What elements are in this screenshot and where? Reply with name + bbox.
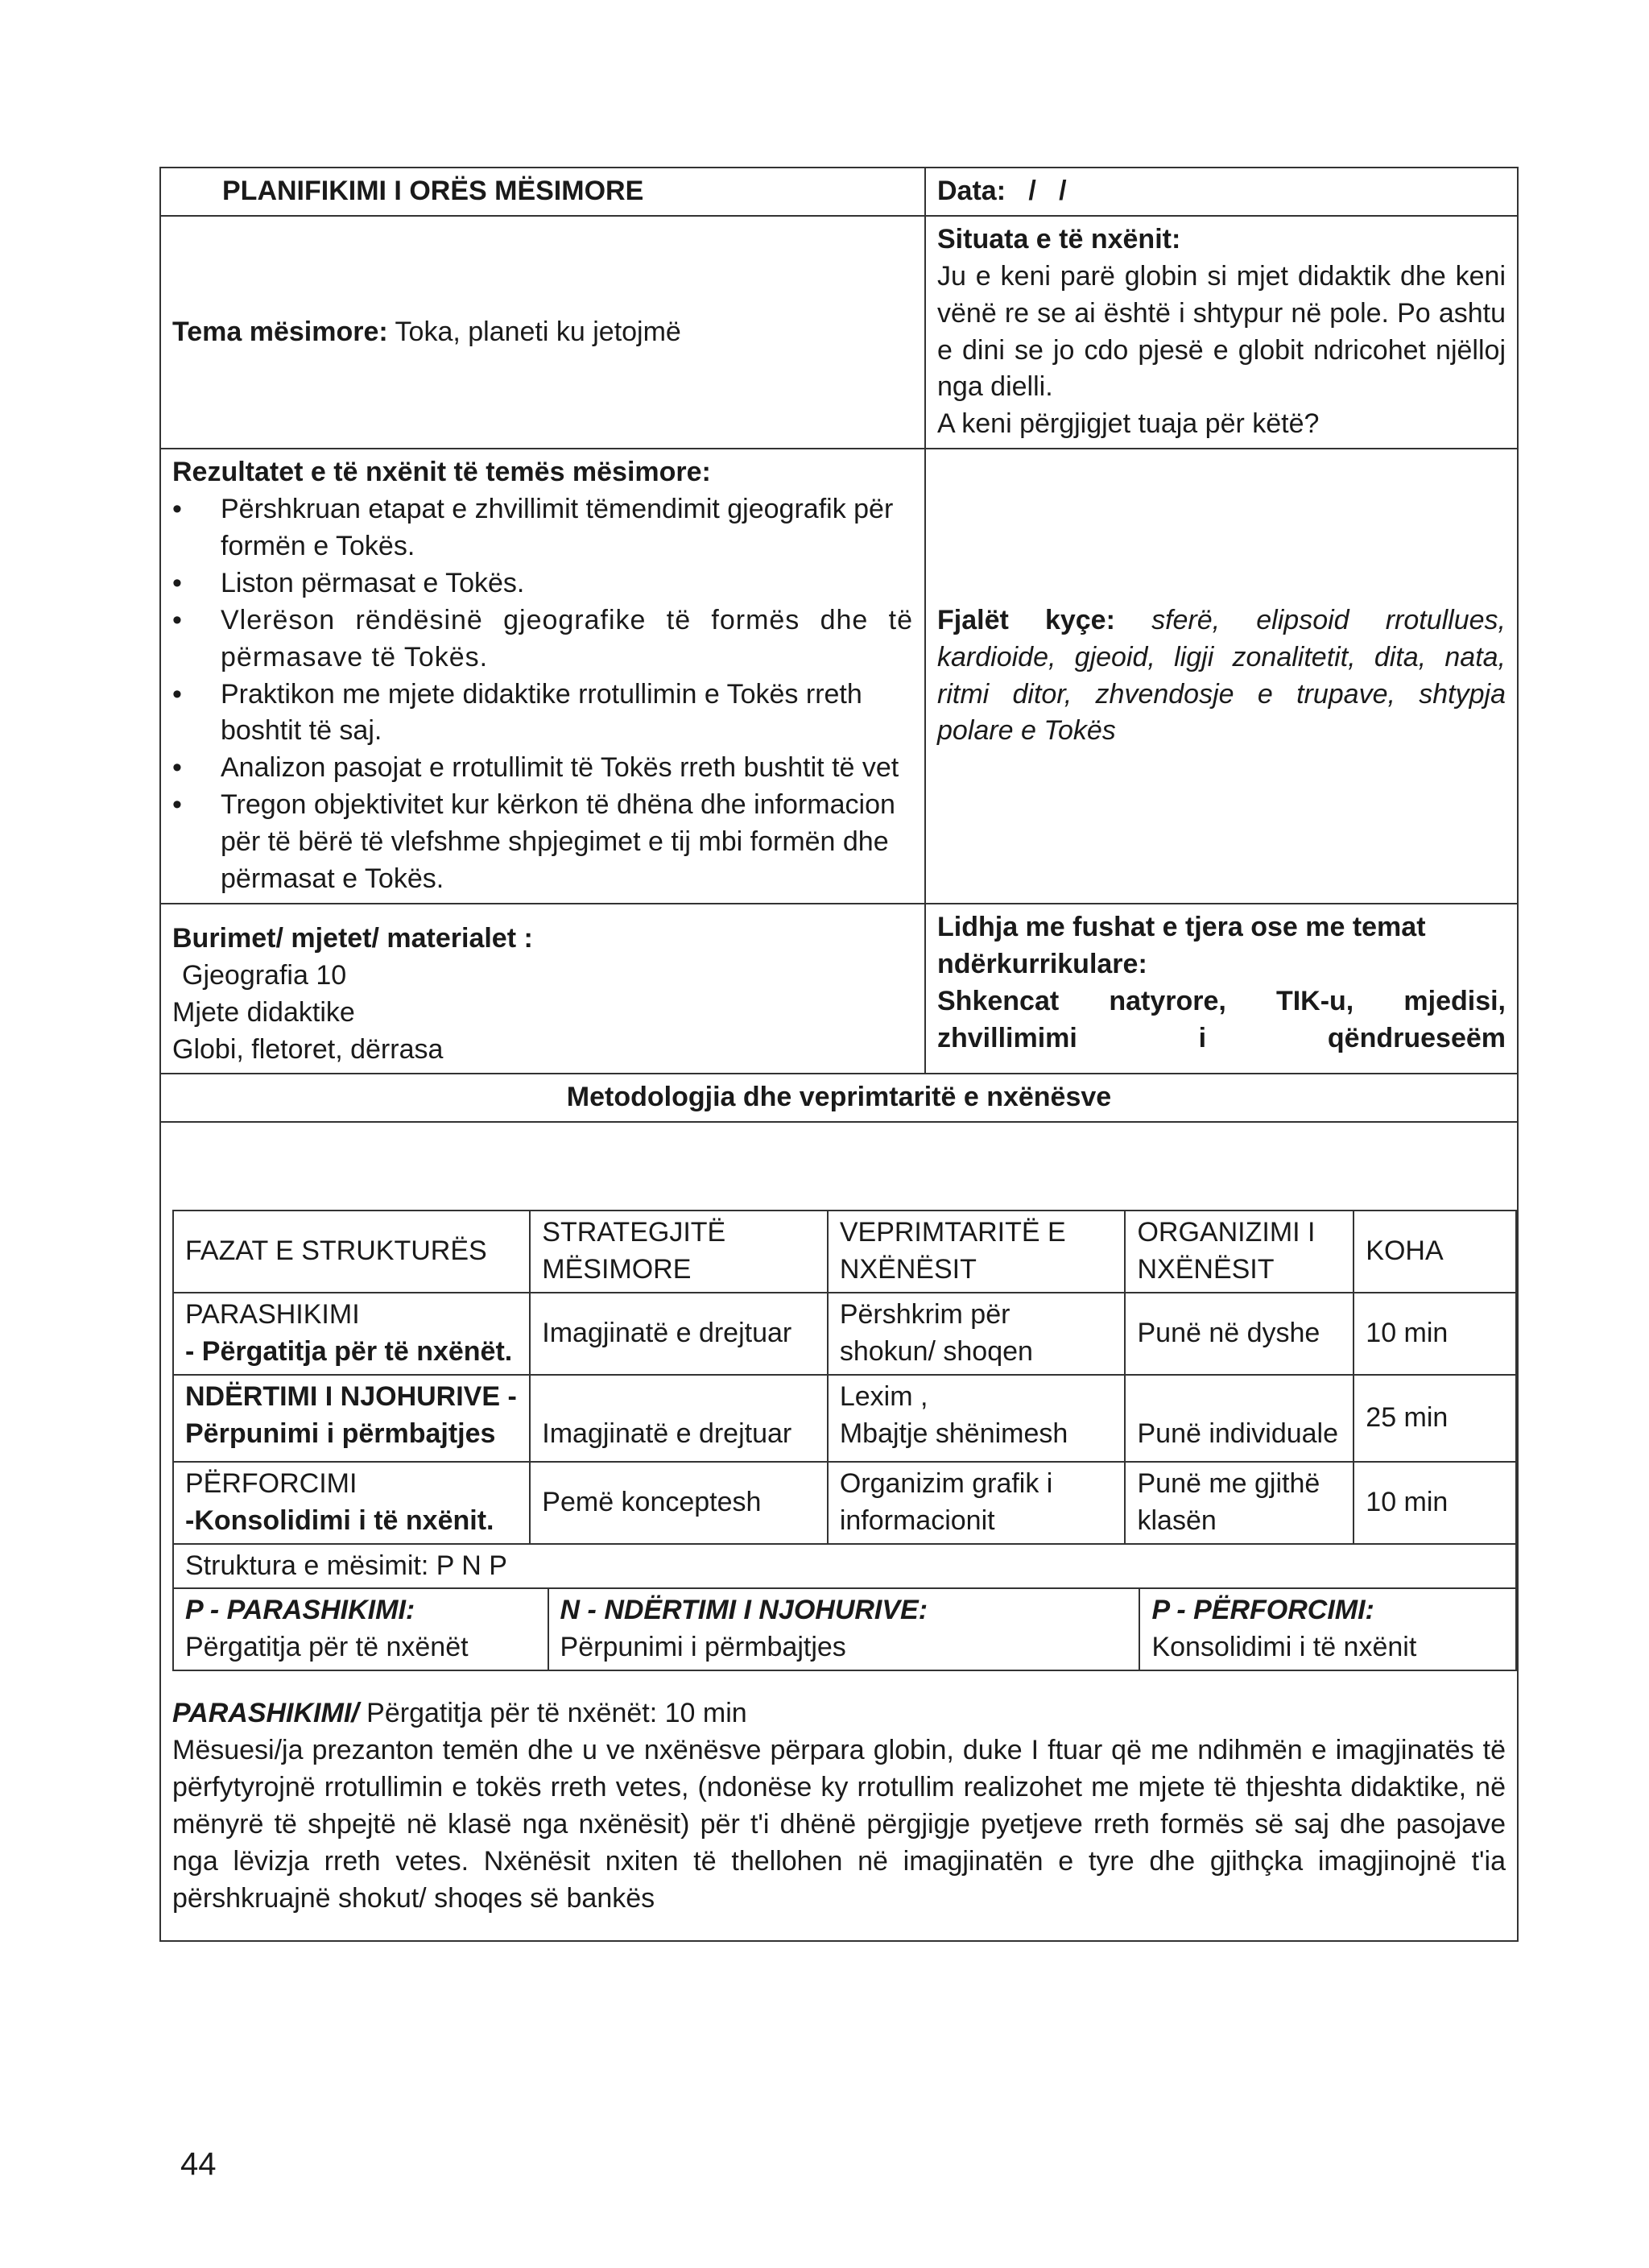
narrative-heading-label: PARASHIKIMI/ [172,1698,359,1729]
date-label: Data: / / [925,168,1518,216]
structure-title: P - PARASHIKIMI: [185,1595,415,1626]
activity-cell: Lexim , Mbajtje shënimesh [828,1375,1126,1462]
topic-value: Toka, planeti ku jetojmë [387,316,681,347]
phases-header-cell: STRATEGJITË MËSIMORE [530,1211,828,1293]
phases-table [172,1210,1517,1544]
resources-label: Burimet/ mjetet/ materialet : [172,922,533,954]
list-item: • Përshkruan etapat e zhvillimit tëmendimit gjeografik për formën e Tokës. [221,491,913,565]
structure-text: Konsolidimi i të nxënit [1151,1632,1417,1663]
situation-question: A keni përgjigjet tuaja për këtë? [937,408,1320,440]
outcomes-cell [160,449,925,904]
keywords-label: Fjalët kyçe: [937,604,1115,635]
phase-detail: NDËRTIMI I NJOHURIVE -Përpunimi i përmbajtjes [185,1380,517,1449]
list-item: • Vlerëson rëndësinë gjeografike të formës dhe të përmasave të Tokës. [221,602,913,677]
narrative-text: Mësuesi/ja prezanton temën dhe u ve nxënësve përpara globin, duke I ftuar që me ndihmën e imagjinatës të përfytyrojnë rrotullimin e tokës rreth vetes, (ndonëse ky rrotullim realizohet me mjete të thjeshta didaktike, në mënyrë të shpejtë në klasë nga nxënësit) për t'i dhënë përgjigje pyetjeve rreth formës së saj dhe pasojave nga lëvizja rreth vetes. Nxënësit nxiten të thellohen në imagjinatën e tyre dhe gjithçka imagjinojnë t'ia përshkruajnë shokut/ shoqes së bankës [172,1735,1506,1914]
lesson-plan-table [159,167,1519,1942]
list-item: • Praktikon me mjete didaktike rrotullimin e Tokës rreth boshtit të saj. [221,677,913,751]
situation-text: Ju e keni parë globin si mjet didaktik dhe keni vënë re se ai është i shtypur në pole. Po ashtu e dini se jo cdo pjesë e globit ndricohet njëlloj nga dielli. [937,260,1506,403]
outcomes-label: Rezultatet e të nxënit të temës mësimore: [172,457,711,488]
time-cell: 25 min [1354,1375,1516,1462]
situation-label: Situata e të nxënit: [937,223,1181,255]
phases-header-cell: ORGANIZIMI I NXËNËSIT [1125,1211,1354,1293]
phases-header-row [173,1211,1516,1293]
table-row [173,1462,1516,1544]
methodology-title: Metodologjia dhe veprimtaritë e nxënësve [160,1074,1518,1122]
phase-cell [173,1375,530,1462]
structure-cell [1139,1588,1516,1670]
phases-header-cell: FAZAT E STRUKTURËS [173,1211,530,1293]
lesson-plan-page [159,167,1517,1942]
structure-text: Përgatitja për të nxënët [185,1632,469,1663]
structure-label-row [173,1544,1516,1589]
links-label: Lidhja me fushat e tjera ose me temat ndërkurrikulare: [937,911,1426,979]
phases-header-cell: KOHA [1354,1211,1516,1293]
strategy-cell: Imagjinatë e drejtuar [530,1375,828,1462]
narrative-heading [172,1695,1506,1732]
strategy-cell: Imagjinatë e drejtuar [530,1293,828,1375]
structure-label: Struktura e mësimit: P N P [173,1544,1516,1589]
list-item: • Liston përmasat e Tokës. [221,565,913,602]
organization-cell: Punë në dyshe [1125,1293,1354,1375]
strategy-cell: Pemë konceptesh [530,1462,828,1544]
resource-item: Globi, fletoret, dërrasa [172,1033,444,1065]
resources-row [160,904,1518,1074]
structure-title: N - NDËRTIMI I NJOHURIVE: [560,1595,928,1626]
outcomes-row [160,449,1518,904]
resource-item: Gjeografia 10 [182,959,347,991]
phase-cell [173,1293,530,1375]
organization-cell: Punë me gjithë klasën [1125,1462,1354,1544]
structure-cell [548,1588,1140,1670]
page-number: 44 [180,2146,217,2182]
structure-cell [173,1588,548,1670]
header-row [160,168,1518,216]
structure-title: P - PËRFORCIMI: [1151,1595,1374,1626]
list-item: • Analizon pasojat e rrotullimit të Tokës rreth bushtit të vet [221,750,913,787]
methodology-title-row [160,1074,1518,1122]
methodology-body [160,1122,1518,1940]
phases-header-cell: VEPRIMTARITË E NXËNËSIT [828,1211,1126,1293]
narrative-section [161,1671,1517,1939]
organization-cell: Punë individuale [1125,1375,1354,1462]
resources-cell [160,904,925,1074]
time-cell: 10 min [1354,1293,1516,1375]
situation-cell [925,216,1518,449]
plan-title: PLANIFIKIMI I ORËS MËSIMORE [160,168,925,216]
phase-name: PËRFORCIMI [185,1467,357,1499]
topic-label: Tema mësimore: [172,316,388,347]
topic-cell [160,216,925,449]
structure-table [172,1543,1517,1672]
narrative-heading-rest: Përgatitja për të nxënët: 10 min [358,1698,747,1729]
links-cell [925,904,1518,1074]
activity-cell: Organizim grafik i informacionit [828,1462,1126,1544]
topic-row [160,216,1518,449]
structure-phases-row [173,1588,1516,1670]
structure-text: Përpunimi i përmbajtjes [560,1632,846,1663]
phase-name: PARASHIKIMI [185,1299,360,1331]
table-row [173,1293,1516,1375]
links-value: Shkencat natyrore, TIK-u, mjedisi, zhvillimimi i qëndrueseëm [937,985,1506,1053]
outcomes-list [172,491,913,898]
time-cell: 10 min [1354,1462,1516,1544]
keywords-cell [925,449,1518,904]
keywords-value: sferë, elipsoid rrotullues, kardioide, gjeoid, ligji zonalitetit, dita, nata, ritmi ditor, zhvendosje e trupave, shtypja polare e Tokës [937,604,1506,747]
list-item: • Tregon objektivitet kur kërkon të dhëna dhe informacion për të bërë të vlefshme shpjegimet e tij mbi formën dhe përmasat e Tokës. [221,787,913,898]
table-row [173,1375,1516,1462]
activity-cell: Përshkrim për shokun/ shoqen [828,1293,1126,1375]
resource-item: Mjete didaktike [172,996,355,1028]
methodology-body-row [160,1122,1518,1940]
phase-cell [173,1462,530,1544]
phase-detail: -Konsolidimi i të nxënit. [185,1504,494,1536]
phase-detail: - Përgatitja për të nxënët. [185,1336,513,1368]
